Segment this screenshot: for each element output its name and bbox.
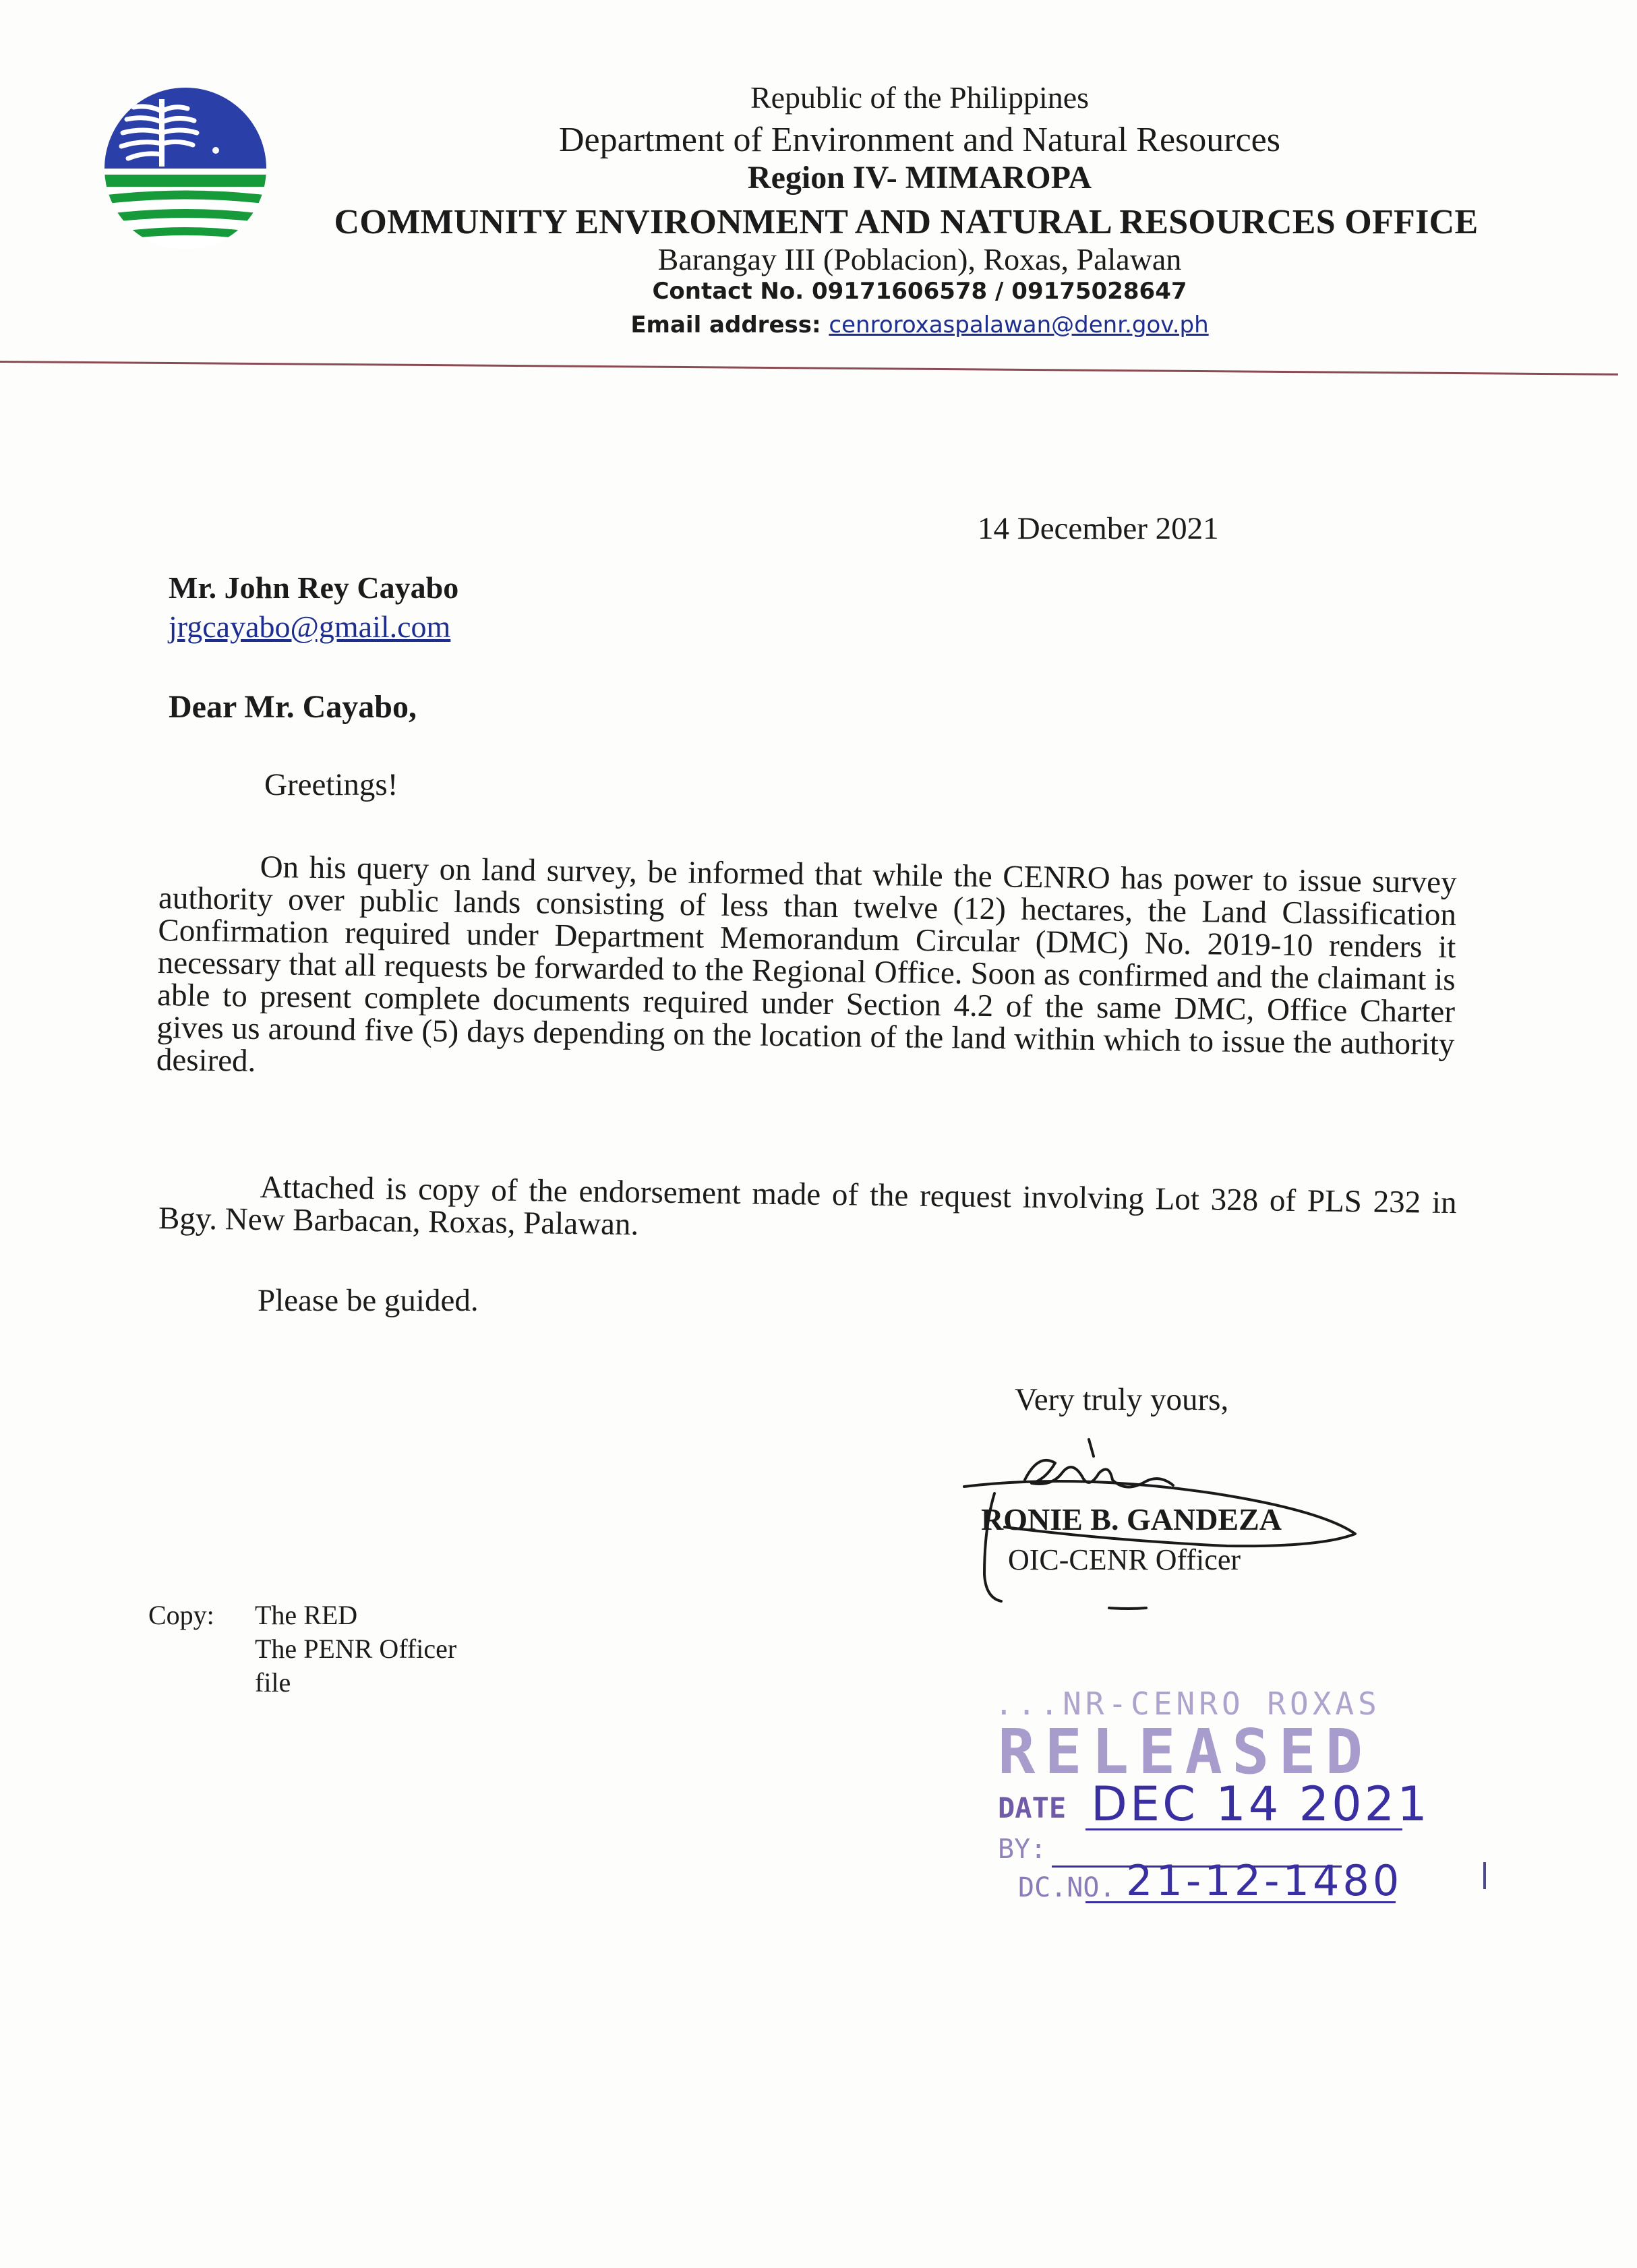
letterhead-email-row	[0, 311, 1637, 338]
stamp-ink-mark	[1483, 1862, 1486, 1889]
copy-item: file	[255, 1667, 291, 1698]
email-label: Email address:	[630, 311, 829, 338]
copy-item: The PENR Officer	[255, 1634, 457, 1664]
stamp-date-underline	[1085, 1828, 1402, 1830]
recipient-name: Mr. John Rey Cayabo	[169, 570, 459, 605]
body-paragraph-1-text: On his query on land survey, be informed that while the CENRO has power to issue survey authority over public lands consisting of less than twelve (12) hectares, the Land Classification Confirmation required under Department Memorandum Circular (DMC) No. 2019-10 renders it necessary that all requests be forwarded to the Regional Office. Soon as confirmed and the claimant is able to present complete documents required under Section 4.2 of the same DMC, Office Charter gives us around five (5) days depending on the location of the land within which to issue the authority desired.	[156, 849, 1457, 1079]
released-stamp	[991, 1682, 1504, 1905]
body-paragraph-2	[158, 1170, 1457, 1251]
letterhead-contact: Contact No. 09171606578 / 09175028647	[652, 278, 1187, 305]
letterhead-divider	[0, 361, 1618, 376]
signer-title: OIC-CENR Officer	[1008, 1543, 1241, 1576]
stamp-office: ...NR-CENRO ROXAS	[994, 1685, 1381, 1722]
stamp-status: RELEASED	[998, 1716, 1373, 1788]
letterhead-country: Republic of the Philippines	[750, 80, 1090, 115]
closing-line: Please be guided.	[258, 1283, 479, 1318]
body-paragraph-2-text: Attached is copy of the endorsement made of the request involving Lot 328 of PLS 232 in Bgy. New Barbacan, Roxas, Palawan.	[158, 1169, 1457, 1243]
letterhead-office: COMMUNITY ENVIRONMENT AND NATURAL RESOURCES OFFICE	[334, 203, 1479, 241]
office-email-link[interactable]: cenroroxaspalawan@denr.gov.ph	[829, 311, 1209, 338]
stamp-number-label: DC.NO.	[1018, 1872, 1116, 1903]
complimentary-close: Very truly yours,	[1015, 1382, 1229, 1417]
letterhead-department: Department of Environment and Natural Resources	[559, 121, 1280, 159]
copy-item: The RED	[255, 1600, 358, 1630]
signer-name: RONIE B. GANDEZA	[981, 1502, 1282, 1536]
stamp-number-underline	[1085, 1901, 1396, 1903]
body-paragraph-1	[156, 849, 1457, 1093]
stamp-by-label: BY:	[998, 1834, 1047, 1865]
letter-date: 14 December 2021	[978, 511, 1219, 546]
stamp-date-label: DATE	[998, 1791, 1067, 1824]
letterhead-region: Region IV- MIMAROPA	[747, 160, 1092, 196]
recipient-email-link[interactable]: jrgcayabo@gmail.com	[169, 609, 451, 644]
copy-label: Copy:	[148, 1600, 214, 1630]
greeting: Greetings!	[264, 767, 398, 802]
letterhead-address: Barangay III (Poblacion), Roxas, Palawan	[657, 242, 1182, 276]
stamp-date: DEC 14 2021	[1091, 1777, 1430, 1832]
stamp-number: 21-12-1480	[1126, 1856, 1403, 1905]
salutation: Dear Mr. Cayabo,	[169, 689, 417, 725]
